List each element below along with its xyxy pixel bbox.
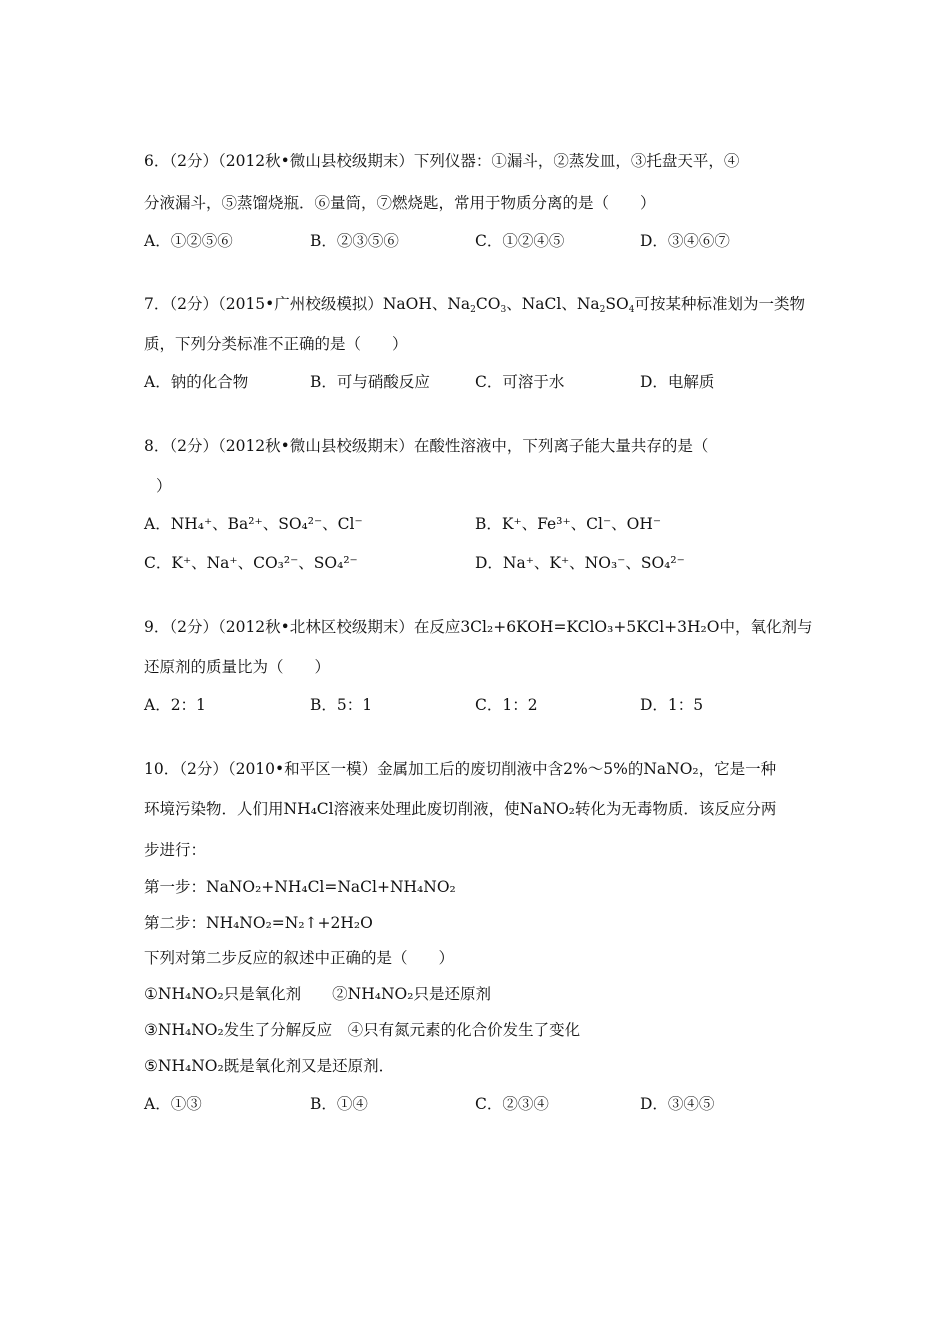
q7-option-c: C．可溶于水: [475, 373, 565, 391]
q10-option-d: D．③④⑤: [640, 1095, 715, 1113]
q10-stem-line2: 环境污染物．人们用NH₄Cl溶液来处理此废切削液，使NaNO₂转化为无毒物质．该反应分两: [144, 800, 777, 818]
q10-step1: 第一步：NaNO₂+NH₄Cl=NaCl+NH₄NO₂: [144, 878, 456, 896]
q10-statement-5: ⑤NH₄NO₂既是氧化剂又是还原剂．: [144, 1057, 395, 1075]
q6-option-d: D．③④⑥⑦: [640, 232, 730, 250]
q7-stem-line2: 质，下列分类标准不正确的是（ ）: [144, 335, 408, 353]
q8-option-c: C．K⁺、Na⁺、CO₃²⁻、SO₄²⁻: [144, 554, 358, 572]
q9-option-a: A．2：1: [144, 696, 206, 714]
q7-stem-line1: 7．（2分）（2015•广州校级模拟）NaOH、$Na_2CO_3$、NaCl、$Na_2SO_4$可按某种标准划为一类物: [144, 295, 805, 315]
q8-option-b: B．K⁺、Fe³⁺、Cl⁻、OH⁻: [475, 515, 662, 533]
q9-stem-line2: 还原剂的质量比为（ ）: [144, 658, 331, 676]
q9-option-c: C．1：2: [475, 696, 538, 714]
q10-step2: 第二步：NH₄NO₂=N₂↑+2H₂O: [144, 914, 373, 932]
q10-option-a: A．①③: [144, 1095, 202, 1113]
q7-option-a: A．钠的化合物: [144, 373, 249, 391]
q7-option-b: B．可与硝酸反应: [310, 373, 430, 391]
q8-stem-line1: 8．（2分）（2012秋•微山县校级期末）在酸性溶液中，下列离子能大量共存的是（: [144, 437, 709, 455]
q10-prompt: 下列对第二步反应的叙述中正确的是（ ）: [144, 949, 455, 967]
q10-option-b: B．①④: [310, 1095, 368, 1113]
q7-option-d: D．电解质: [640, 373, 715, 391]
q9-option-d: D．1：5: [640, 696, 704, 714]
q6-stem-line2: 分液漏斗，⑤蒸馏烧瓶．⑥量筒，⑦燃烧匙，常用于物质分离的是（ ）: [144, 194, 656, 212]
q6-option-a: A．①②⑤⑥: [144, 232, 233, 250]
q8-option-d: D．Na⁺、K⁺、NO₃⁻、SO₄²⁻: [475, 554, 685, 572]
q9-option-b: B．5：1: [310, 696, 373, 714]
q6-stem-line1: 6．（2分）（2012秋•微山县校级期末）下列仪器：①漏斗，②蒸发皿，③托盘天平，④: [144, 152, 740, 170]
q10-statement-3-4: ③NH₄NO₂发生了分解反应 ④只有氮元素的化合价发生了变化: [144, 1021, 581, 1039]
q10-statement-1-2: ①NH₄NO₂只是氧化剂 ②NH₄NO₂只是还原剂: [144, 985, 491, 1003]
q10-stem-line1: 10．（2分）（2010•和平区一模）金属加工后的废切削液中含2%～5%的NaNO₂，它是一种: [144, 760, 777, 778]
q8-stem-line2: ）: [156, 477, 172, 495]
q6-option-c: C．①②④⑤: [475, 232, 565, 250]
q8-option-a: A．NH₄⁺、Ba²⁺、SO₄²⁻、Cl⁻: [144, 515, 363, 533]
q9-stem-line1: 9．（2分）（2012秋•北林区校级期末）在反应3Cl₂+6KOH=KClO₃+5KCl+3H₂O中，氧化剂与: [144, 618, 813, 636]
q6-option-b: B．②③⑤⑥: [310, 232, 399, 250]
q10-stem-line3: 步进行：: [144, 841, 207, 859]
q10-option-c: C．②③④: [475, 1095, 549, 1113]
